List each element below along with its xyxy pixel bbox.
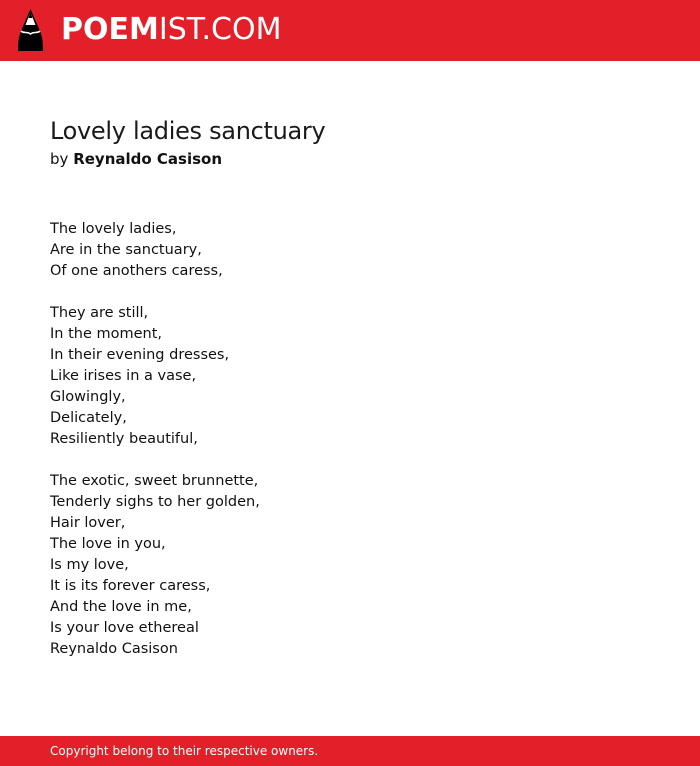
poem-line: The exotic, sweet brunnette, xyxy=(50,473,259,489)
stanza xyxy=(50,303,670,450)
logo-bold-text: POEM xyxy=(61,12,159,47)
pencil-tip-icon[interactable] xyxy=(18,9,43,51)
poem-line: In the moment, xyxy=(50,326,163,342)
poem-line: In their evening dresses, xyxy=(50,347,230,363)
poem-line: The lovely ladies, xyxy=(50,221,177,237)
poem-line: And the love in me, xyxy=(50,599,192,615)
stanza xyxy=(50,471,670,660)
poem-line: Hair lover, xyxy=(50,515,126,531)
poem-line: Glowingly, xyxy=(50,389,126,405)
poem-body xyxy=(50,219,670,660)
byline-prefix: by xyxy=(50,150,69,168)
poem-line: The love in you, xyxy=(50,536,166,552)
poem-line: Like irises in a vase, xyxy=(50,368,197,384)
site-header xyxy=(0,0,700,61)
poem-line: Reynaldo Casison xyxy=(50,641,178,657)
author-name: Reynaldo Casison xyxy=(73,150,223,168)
site-footer xyxy=(0,736,700,766)
site-logo[interactable] xyxy=(61,10,281,50)
poem-line: Tenderly sighs to her golden, xyxy=(50,494,260,510)
copyright-notice: Copyright belong to their respective owners. xyxy=(50,744,319,758)
poem-line: It is its forever caress, xyxy=(50,578,211,594)
poem-title: Lovely ladies sanctuary xyxy=(50,117,326,145)
poem-header xyxy=(50,115,670,171)
poem-line: Are in the sanctuary, xyxy=(50,242,202,258)
stanza xyxy=(50,219,670,282)
poem-line: They are still, xyxy=(50,305,149,321)
poem-line: Delicately, xyxy=(50,410,127,426)
poem-line: Is my love, xyxy=(50,557,129,573)
poem-line: Is your love ethereal xyxy=(50,620,199,636)
poem-line: Resiliently beautiful, xyxy=(50,431,198,447)
logo-light-text: IST.COM xyxy=(158,12,282,47)
byline xyxy=(50,147,670,171)
poem-line: Of one anothers caress, xyxy=(50,263,223,279)
